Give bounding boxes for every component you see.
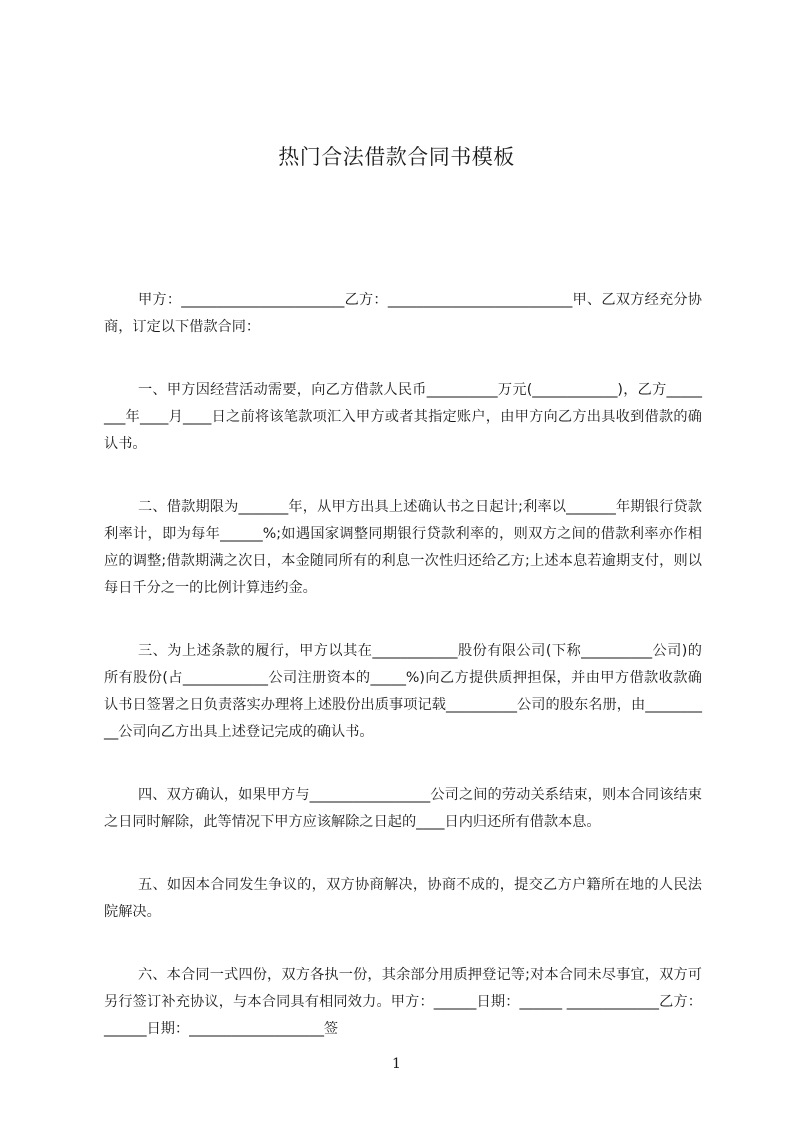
paragraph-clause-1: 一、甲方因经营活动需要，向乙方借款人民币__________万元(____________)，乙方________年____月____日之前将该笔款项汇入甲方或者其指定账户，由甲方向乙方出具收到借款的确认书。	[104, 382, 702, 452]
paragraph-clause-3: 三、为上述条款的履行，甲方以其在____________股份有限公司(下称__________公司)的所有股份(占____________公司注册资本的_____%)向乙方提供质押担保，并由甲方借款收款确认书日签署之日负责落实办理将上述股份出质事项记载__________公司的股东名册，由__________公司向乙方出具上述登记完成的确认书。	[104, 643, 702, 740]
paragraph-clause-5: 五、如因本合同发生争议的，双方协商解决，协商不成的，提交乙方户籍所在地的人民法院解决。	[104, 877, 702, 920]
document-body	[104, 287, 702, 1079]
paragraph-clause-4: 四、双方确认，如果甲方与_________________公司之间的劳动关系结束，则本合同该结束之日同时解除，此等情况下甲方应该解除之日起的____日内归还所有借款本息。	[104, 787, 702, 830]
document-title: 热门合法借款合同书模板	[278, 145, 515, 169]
paragraph-clause-6: 六、本合同一式四份，双方各执一份，其余部分用质押登记等;对本合同未尽事宜，双方可另行签订补充协议，与本合同具有相同效力。甲方：______日期：______ _____________乙方：______日期：___________________签	[104, 967, 702, 1037]
paragraph-parties: 甲方：_______________________乙方：__________________________甲、乙双方经充分协商，订定以下借款合同：	[104, 292, 702, 335]
page-number: 1	[392, 1056, 401, 1072]
paragraph-clause-2: 二、借款期限为_______年，从甲方出具上述确认书之日起计;利率以_______年期银行贷款利率计，即为每年______%;如遇国家调整同期银行贷款利率的，则双方之间的借款利率亦作相应的调整;借款期满之次日，本金随同所有的利息一次性归还给乙方;上述本息若逾期支付，则以每日千分之一的比例计算违约金。	[104, 499, 702, 596]
